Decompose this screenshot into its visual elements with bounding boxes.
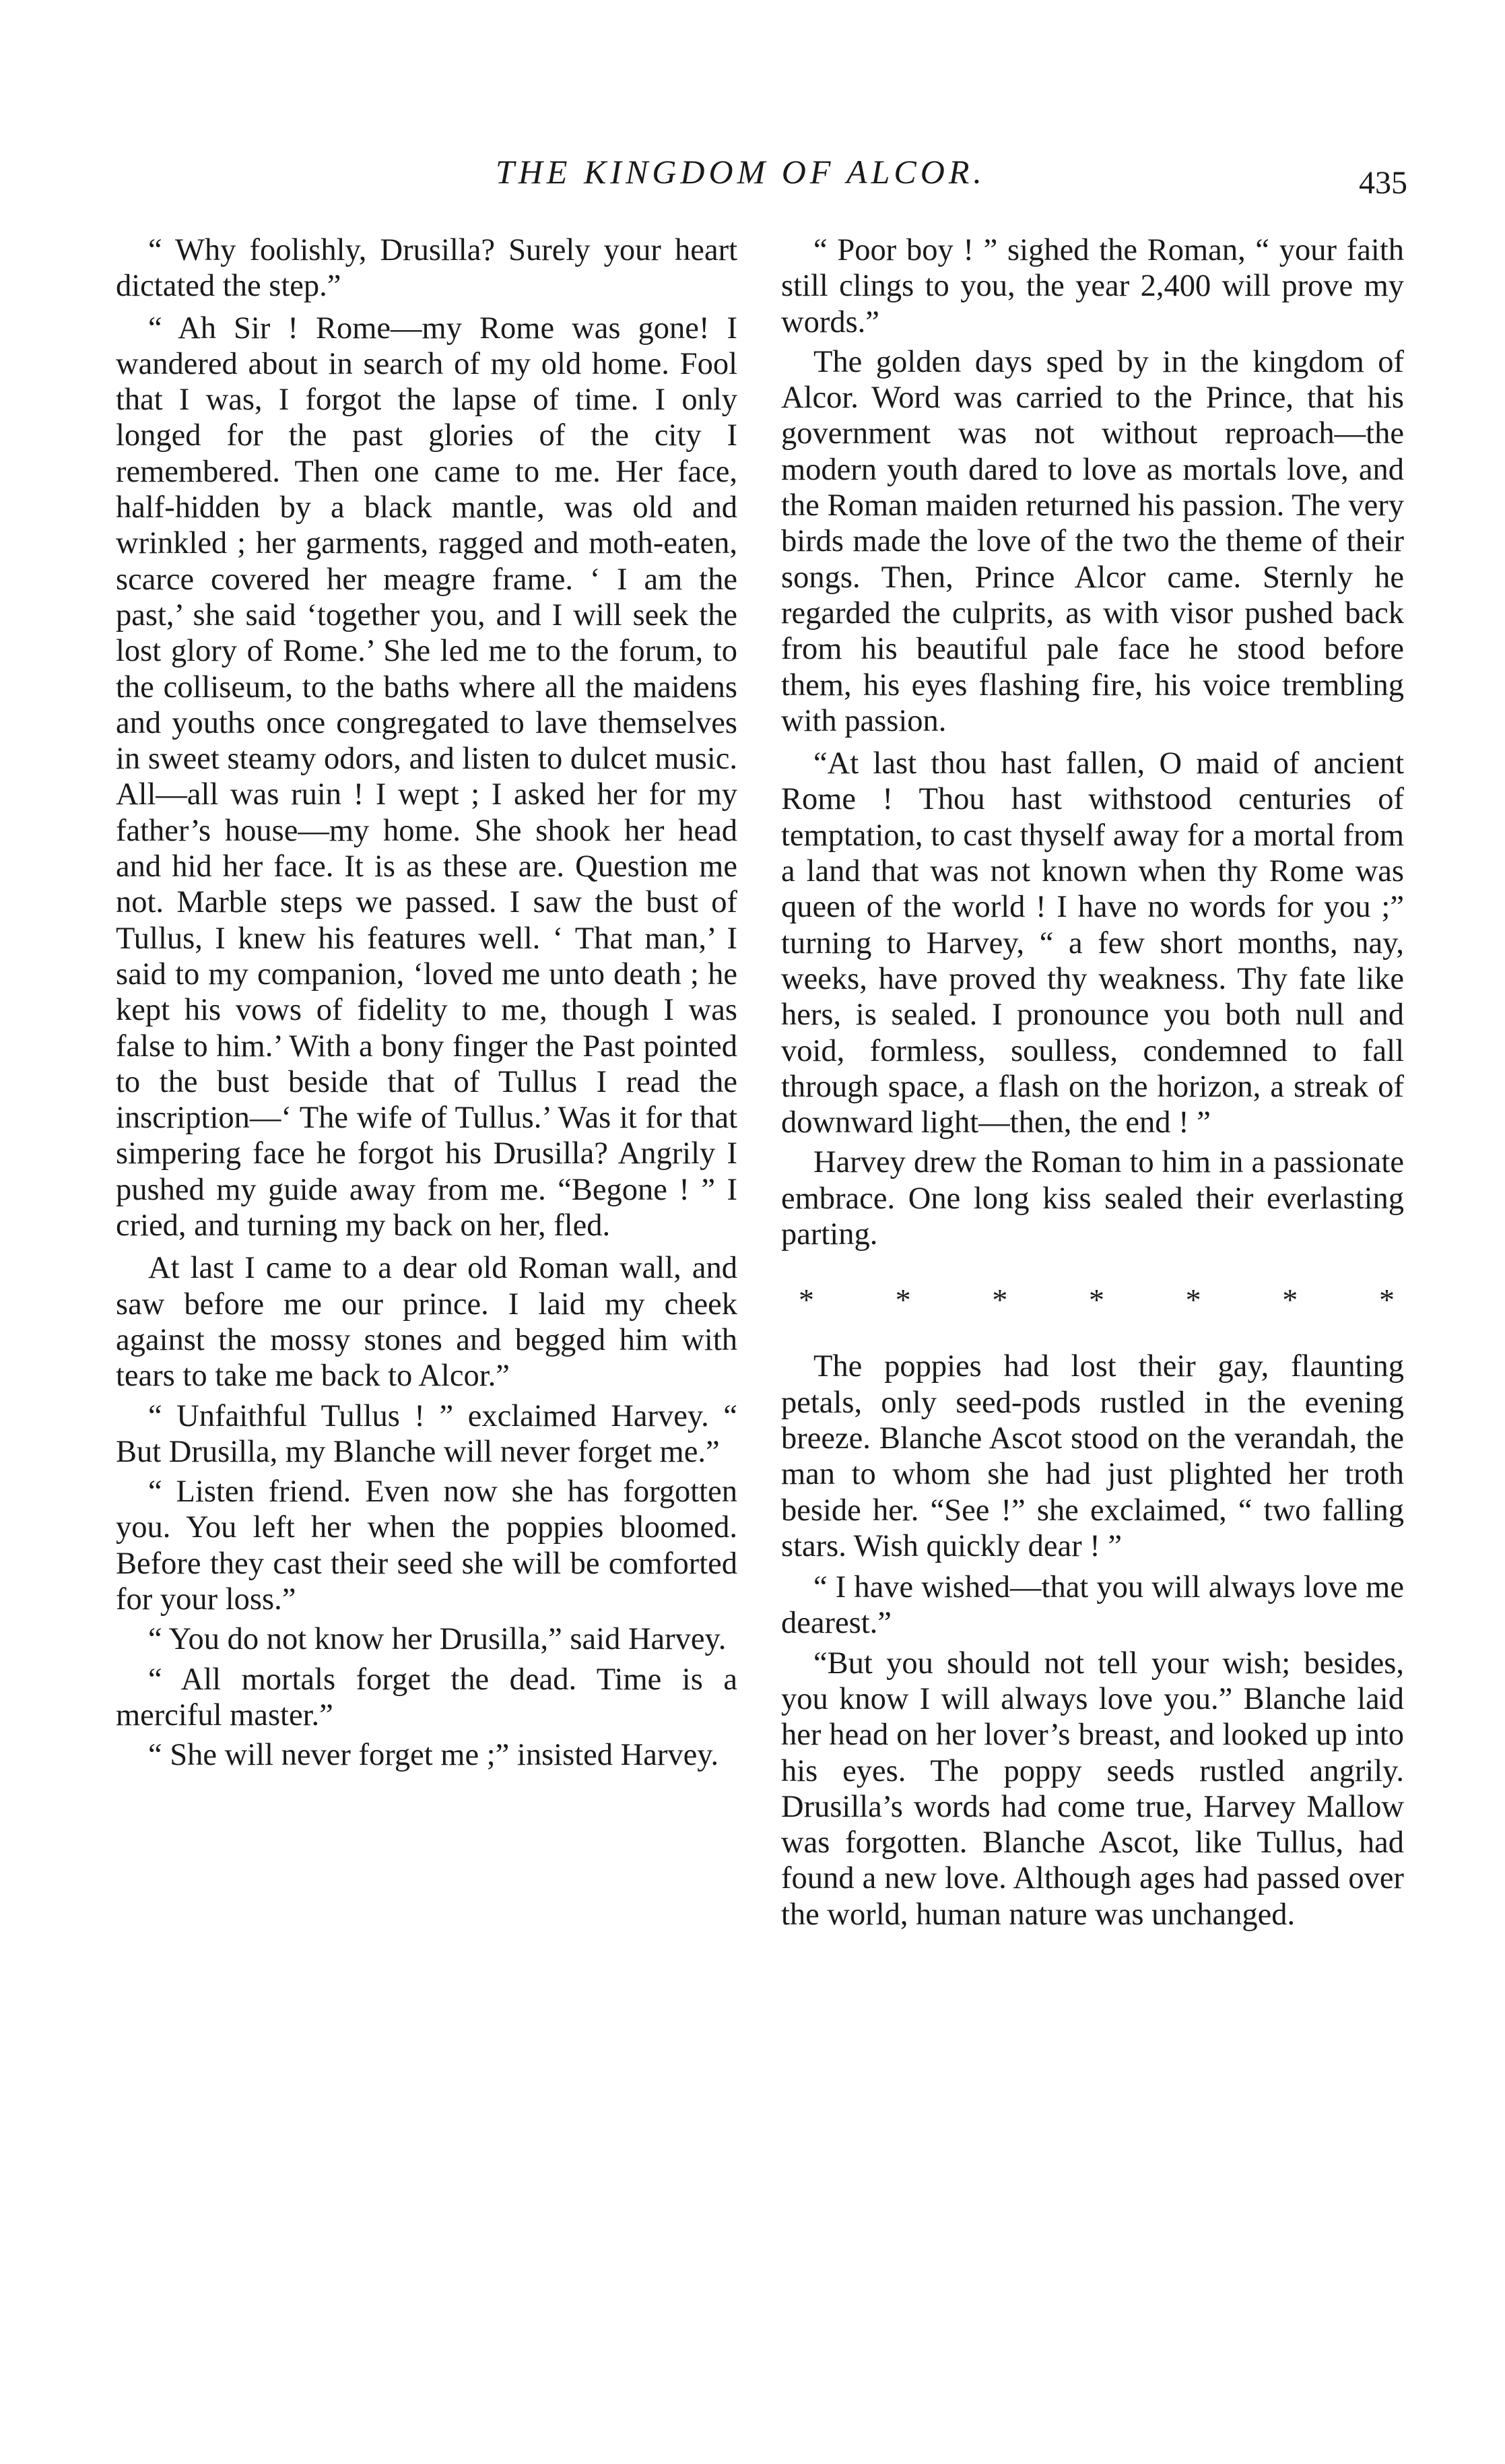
section-break bbox=[781, 1282, 1404, 1318]
left-column bbox=[116, 232, 737, 1773]
paragraph: “ She will never forget me ;” insisted Harvey. bbox=[148, 1738, 719, 1773]
paragraph: The poppies had lost their gay, flaunting petals, only seed-pods rustled in the evening breeze. Blanche Ascot stood on the verandah, the man to whom she had just plighted her troth beside her. “See !” she exclaimed, “ two falling stars. Wish quickly dear ! ” bbox=[781, 1349, 1404, 1563]
section-break-star: * bbox=[992, 1283, 1008, 1318]
paragraph: “ Unfaithful Tullus ! ” exclaimed Harvey. “ But Drusilla, my Blanche will never forget me.” bbox=[116, 1398, 737, 1469]
section-break-star: * bbox=[1282, 1283, 1298, 1318]
paragraph: “ You do not know her Drusilla,” said Harvey. bbox=[148, 1622, 727, 1657]
paragraph: The golden days sped by in the kingdom of Alcor. Word was carried to the Prince, that his government was not without reproach—the modern youth dared to love as mortals love, and the Roman maiden returned his passion. The very birds made the love of the two the theme of their songs. Then, Prince Alcor came. Sternly he regarded the culprits, as with visor pushed back from his beautiful pale face he stood before them, his eyes flashing fire, his voice trembling with passion. bbox=[781, 344, 1404, 738]
section-break-star: * bbox=[895, 1283, 911, 1318]
paragraph: “ Why foolishly, Drusilla? Surely your heart dictated the step.” bbox=[116, 233, 737, 304]
paragraph: “ All mortals forget the dead. Time is a merciful master.” bbox=[116, 1662, 737, 1732]
right-column bbox=[781, 232, 1404, 1933]
section-break-star: * bbox=[1088, 1283, 1104, 1318]
page-number: 435 bbox=[1359, 165, 1407, 201]
paragraph: At last I came to a dear old Roman wall, and saw before me our prince. I laid my cheek against the mossy stones and begged him with tears to take me back to Alcor.” bbox=[116, 1251, 737, 1394]
paragraph: Harvey drew the Roman to him in a passionate embrace. One long kiss sealed their everlasting parting. bbox=[781, 1145, 1404, 1252]
running-title: THE KINGDOM OF ALCOR. bbox=[496, 153, 986, 191]
section-break-star: * bbox=[1378, 1283, 1395, 1318]
section-break-star: * bbox=[799, 1283, 814, 1318]
paragraph: “At last thou hast fallen, O maid of ancient Rome ! Thou hast withstood centuries of temptation, to cast thyself away for a mortal from a land that was not known when thy Rome was queen of the world ! I have no words for you ;” turning to Harvey, “ a few short months, nay, weeks, have proved thy weakness. Thy fate like hers, is sealed. I pronounce you both null and void, formless, soulless, condemned to fall through space, a flash on the horizon, a streak of downward light—then, the end ! ” bbox=[781, 746, 1404, 1140]
paragraph: “ Ah Sir ! Rome—my Rome was gone! I wandered about in search of my old home. Fool that I was, I forgot the lapse of time. I only longed for the past glories of the city I remembered. Then one came to me. Her face, half-hidden by a black mantle, was old and wrinkled ; her garments, ragged and moth-eaten, scarce covered her meagre frame. ‘ I am the past,’ she said ‘together you, and I will seek the lost glory of Rome.’ She led me to the forum, to the colliseum, to the baths where all the maidens and youths once congregated to lave themselves in sweet steamy odors, and listen to dulcet music. All—all was ruin ! I wept ; I asked her for my father’s house—my home. She shook her head and hid her face. It is as these are. Question me not. Marble steps we passed. I saw the bust of Tullus, I knew his features well. ‘ That man,’ I said to my companion, ‘loved me unto death ; he kept his vows of fidelity to me, though I was false to him.’ With a bony finger the Past pointed to the bust beside that of Tullus I read the inscription—‘ The wife of Tullus.’ Was it for that simpering face he forgot his Drusilla? Angrily I pushed my guide away from me. “Begone ! ” I cried, and turning my back on her, fled. bbox=[116, 311, 737, 1243]
paragraph: “ I have wished—that you will always love me dearest.” bbox=[781, 1570, 1404, 1641]
paragraph: “But you should not tell your wish; besides, you know I will always love you.” Blanche laid her head on her lover’s breast, and looked up into his eyes. The poppy seeds rustled angrily. Drusilla’s words had come true, Harvey Mallow was forgotten. Blanche Ascot, like Tullus, had found a new love. Although ages had passed over the world, human nature was unchanged. bbox=[781, 1646, 1404, 1932]
section-break-star: * bbox=[1185, 1283, 1201, 1318]
paragraph: “ Listen friend. Even now she has forgotten you. You left her when the poppies bloomed. Before they cast their seed she will be comforted for your loss.” bbox=[116, 1474, 737, 1617]
page-header bbox=[0, 152, 1505, 206]
paragraph: “ Poor boy ! ” sighed the Roman, “ your faith still clings to you, the year 2,400 will prove my words.” bbox=[781, 233, 1404, 339]
